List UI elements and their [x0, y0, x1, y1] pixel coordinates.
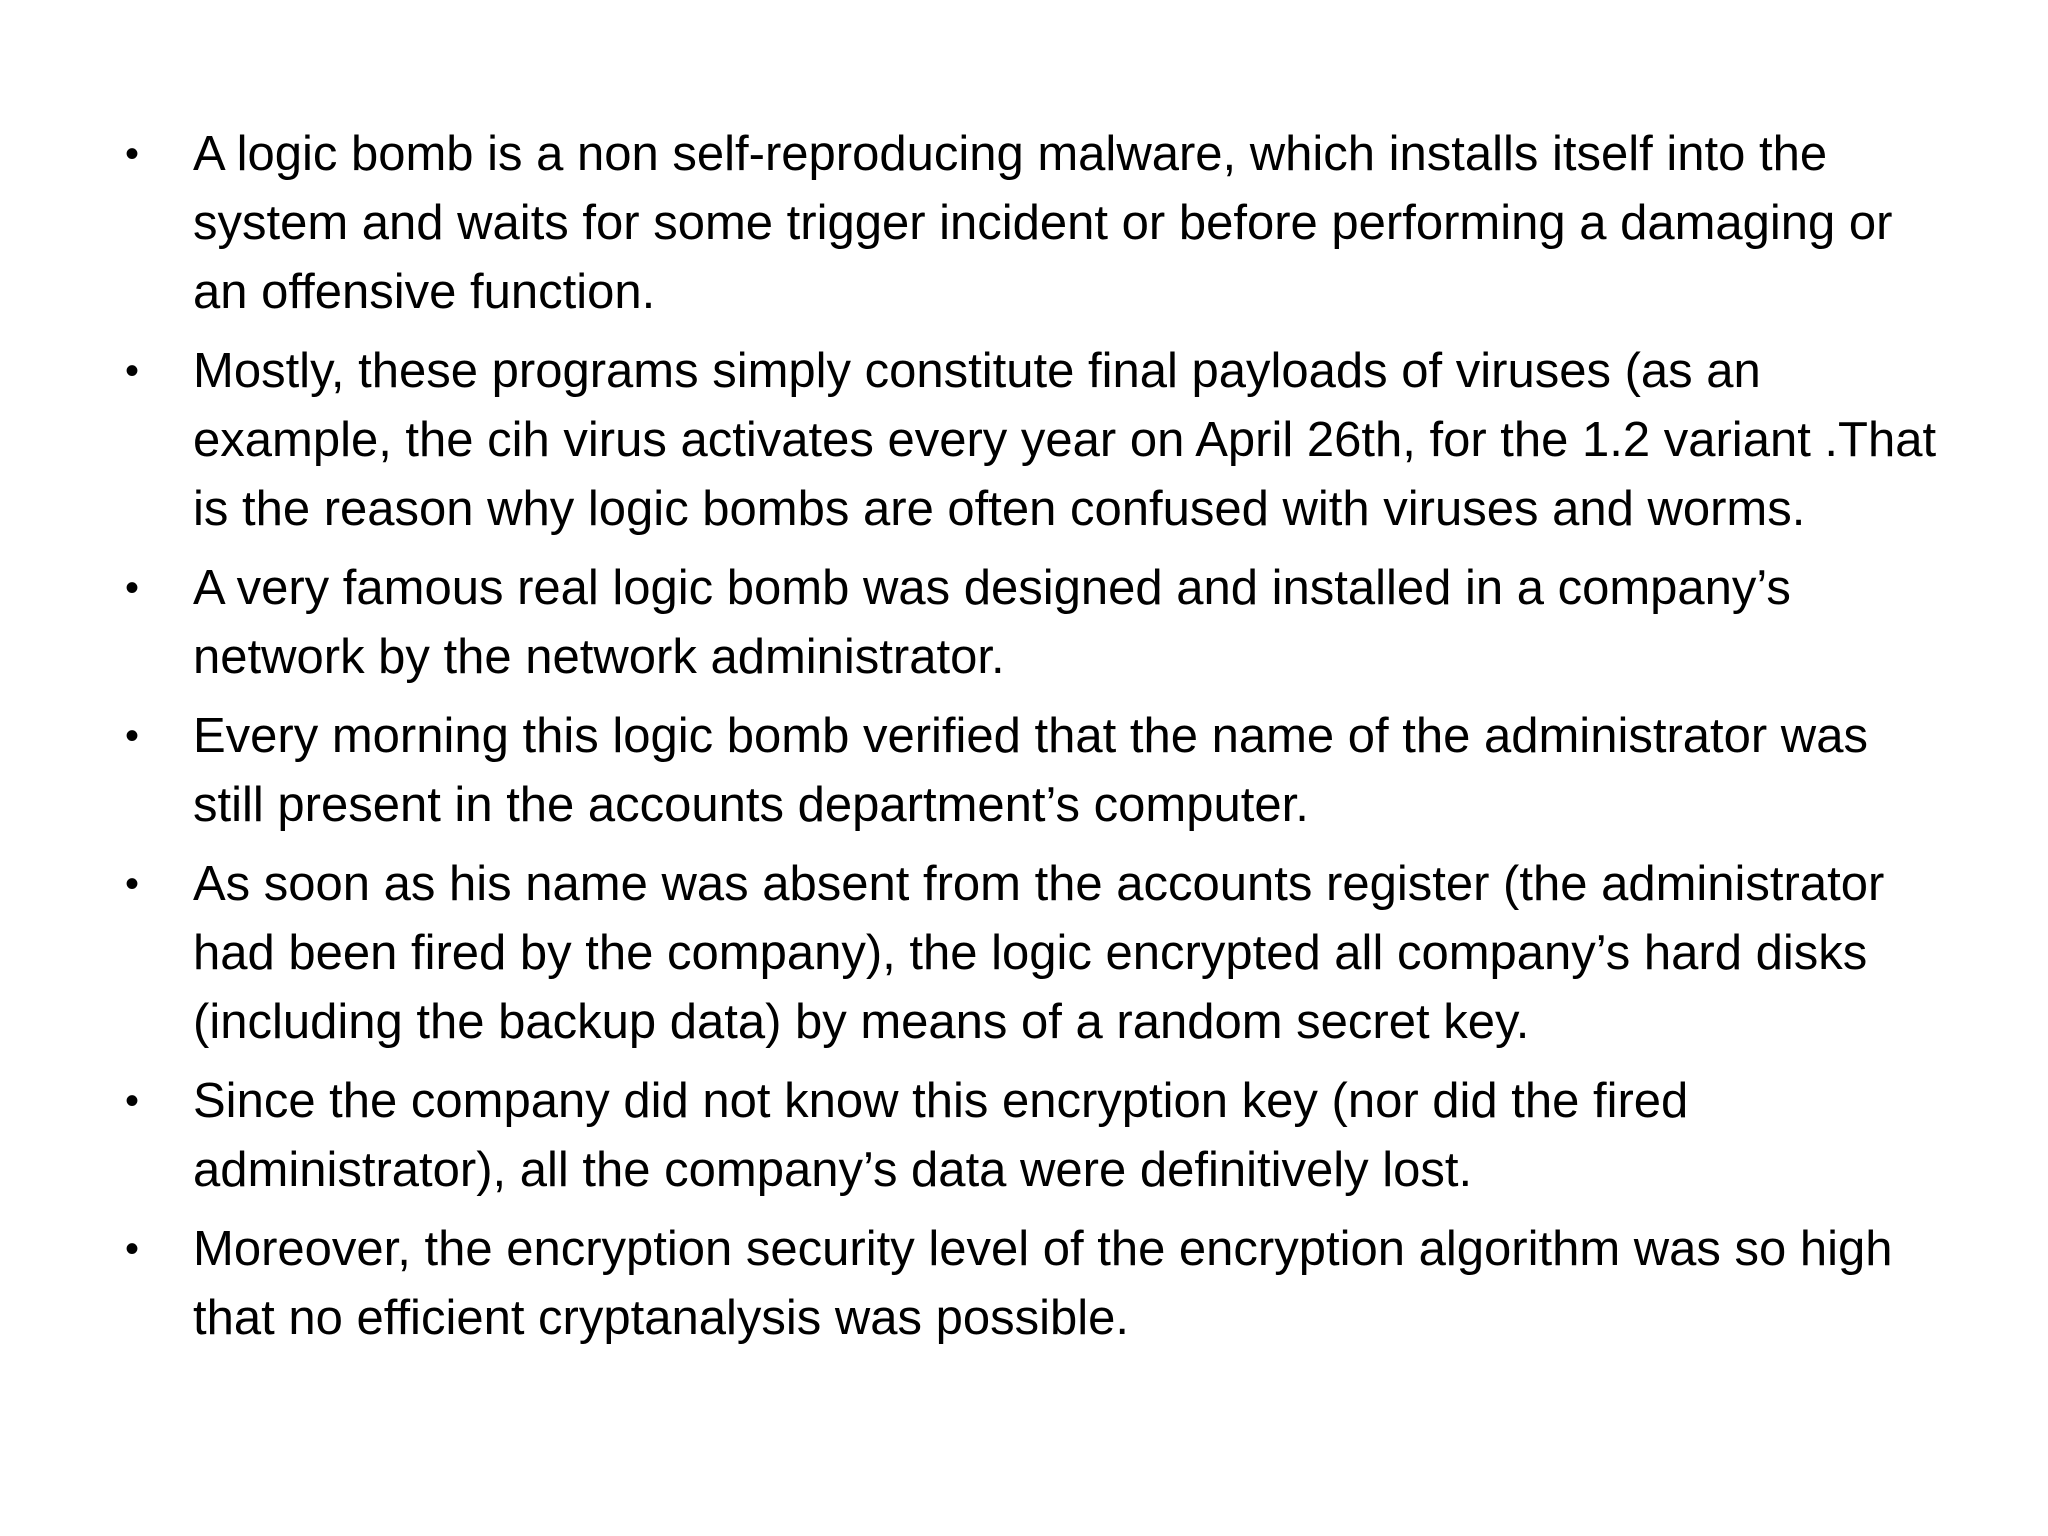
bullet-text: As soon as his name was absent from the accounts register (the administrator had been fired by the company), the logic encrypted all company’s hard disks (including the backup data) by means of a random secret key.: [193, 857, 1885, 1049]
bullet-text: Every morning this logic bomb verified that the name of the administrator was still present in the accounts department’s computer.: [193, 709, 1868, 832]
bullet-item-7: [110, 1215, 1950, 1353]
bullet-icon: •: [125, 1227, 140, 1271]
bullet-item-6: [110, 1067, 1950, 1205]
bullet-list: [110, 120, 1950, 1353]
bullet-text: Moreover, the encryption security level of the encryption algorithm was so high that no efficient cryptanalysis was possible.: [193, 1222, 1893, 1345]
bullet-item-1: [110, 120, 1950, 327]
bullet-icon: •: [125, 714, 140, 758]
bullet-text: A logic bomb is a non self-reproducing malware, which installs itself into the system and waits for some trigger incident or before performing a damaging or an offensive function.: [193, 127, 1893, 319]
bullet-icon: •: [125, 566, 140, 610]
bullet-item-5: [110, 850, 1950, 1057]
bullet-icon: •: [125, 1079, 140, 1123]
bullet-text: A very famous real logic bomb was designed and installed in a company’s network by the network administrator.: [193, 561, 1791, 684]
bullet-text: Mostly, these programs simply constitute final payloads of viruses (as an example, the cih virus activates every year on April 26th, for the 1.2 variant .That is the reason why logic bombs are often confused with viruses and worms.: [193, 344, 1937, 536]
bullet-text: Since the company did not know this encryption key (nor did the fired administrator), all the company’s data were definitively lost.: [193, 1074, 1689, 1197]
bullet-item-4: [110, 702, 1950, 840]
bullet-item-2: [110, 337, 1950, 544]
bullet-icon: •: [125, 862, 140, 906]
slide-content: [110, 120, 1950, 1363]
bullet-icon: •: [125, 132, 140, 176]
bullet-icon: •: [125, 349, 140, 393]
bullet-item-3: [110, 554, 1950, 692]
